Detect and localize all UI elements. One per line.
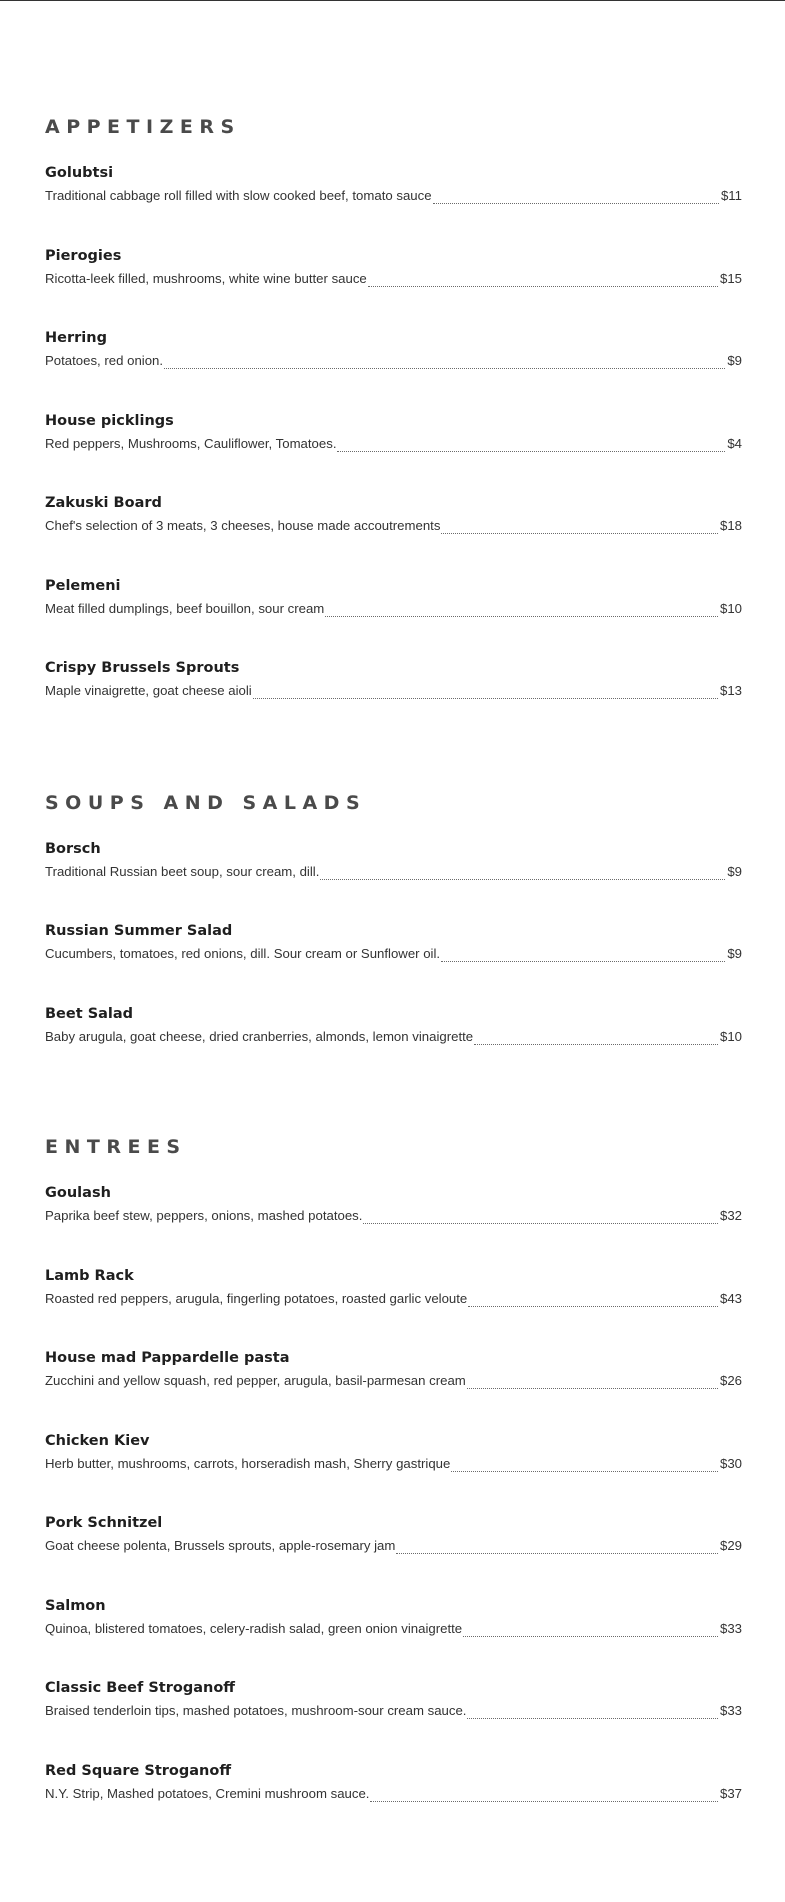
item-description: Baby arugula, goat cheese, dried cranberries, almonds, lemon vinaigrette (45, 1029, 474, 1044)
item-price: $32 (719, 1208, 742, 1223)
menu-item (45, 921, 742, 981)
item-description: Maple vinaigrette, goat cheese aioli (45, 683, 252, 698)
item-description: Meat filled dumplings, beef bouillon, sour cream (45, 601, 325, 616)
item-description: Traditional cabbage roll filled with slow cooked beef, tomato sauce (45, 188, 432, 203)
dotted-leader (433, 202, 719, 204)
section-title: SOUPS AND SALADS (45, 792, 367, 814)
menu-item (45, 839, 742, 899)
item-price: $10 (719, 601, 742, 616)
top-divider (0, 0, 785, 1)
item-line (45, 680, 742, 702)
item-price: $9 (727, 353, 742, 368)
menu-item (45, 411, 742, 471)
item-price: $15 (719, 271, 742, 286)
item-line (45, 1370, 742, 1392)
item-line (45, 943, 742, 965)
item-name: Classic Beef Stroganoff (45, 1680, 236, 1696)
menu-item (45, 1348, 742, 1408)
item-line (45, 1535, 742, 1557)
item-name: Lamb Rack (45, 1268, 134, 1284)
item-name: House mad Pappardelle pasta (45, 1350, 290, 1366)
item-name: Salmon (45, 1598, 106, 1614)
item-price: $11 (720, 188, 742, 203)
menu-item (45, 1266, 742, 1326)
item-price: $43 (719, 1291, 742, 1306)
menu-item (45, 493, 742, 553)
dotted-leader (441, 532, 718, 534)
item-name: Borsch (45, 841, 101, 857)
dotted-leader (164, 367, 725, 369)
item-price: $9 (727, 946, 742, 961)
dotted-leader (325, 615, 718, 617)
item-price: $33 (719, 1621, 742, 1636)
menu-item (45, 1004, 742, 1064)
item-line (45, 433, 742, 455)
dotted-leader (468, 1305, 718, 1307)
item-line (45, 350, 742, 372)
dotted-leader (320, 878, 725, 880)
item-name: Chicken Kiev (45, 1433, 150, 1449)
dotted-leader (368, 285, 718, 287)
menu-item (45, 163, 742, 223)
dotted-leader (467, 1717, 718, 1719)
menu-item (45, 1596, 742, 1656)
item-description: Herb butter, mushrooms, carrots, horseradish mash, Sherry gastrique (45, 1456, 451, 1471)
item-line (45, 598, 742, 620)
section-entrees (45, 1135, 742, 1801)
item-line (45, 1618, 742, 1640)
item-price: $29 (719, 1538, 742, 1553)
item-name: Pork Schnitzel (45, 1515, 163, 1531)
item-name: Pierogies (45, 248, 122, 264)
item-name: Pelemeni (45, 578, 121, 594)
section-title: ENTREES (45, 1136, 187, 1158)
menu-item (45, 1678, 742, 1738)
section-appetizers (45, 115, 742, 698)
item-name: Golubtsi (45, 165, 114, 181)
item-name: Goulash (45, 1185, 111, 1201)
dotted-leader (337, 450, 725, 452)
item-description: Chef's selection of 3 meats, 3 cheeses, house made accoutrements (45, 518, 441, 533)
item-description: Goat cheese polenta, Brussels sprouts, apple-rosemary jam (45, 1538, 396, 1553)
dotted-leader (467, 1387, 718, 1389)
item-line (45, 1700, 742, 1722)
menu-item (45, 1431, 742, 1491)
item-price: $4 (727, 436, 742, 451)
item-line (45, 1026, 742, 1048)
section-title: APPETIZERS (45, 116, 241, 138)
item-line (45, 515, 742, 537)
dotted-leader (370, 1800, 718, 1802)
item-price: $18 (719, 518, 742, 533)
dotted-leader (463, 1635, 718, 1637)
menu-item (45, 1513, 742, 1573)
item-line (45, 1205, 742, 1227)
item-price: $33 (719, 1703, 742, 1718)
item-name: House picklings (45, 413, 174, 429)
menu-item (45, 576, 742, 636)
item-price: $37 (719, 1786, 742, 1801)
item-line (45, 861, 742, 883)
item-price: $10 (719, 1029, 742, 1044)
item-description: Zucchini and yellow squash, red pepper, arugula, basil-parmesan cream (45, 1373, 466, 1388)
item-line (45, 1288, 742, 1310)
item-description: Roasted red peppers, arugula, fingerling potatoes, roasted garlic veloute (45, 1291, 468, 1306)
item-description: Traditional Russian beet soup, sour cream, dill. (45, 864, 320, 879)
item-description: Paprika beef stew, peppers, onions, mashed potatoes. (45, 1208, 363, 1223)
item-name: Red Square Stroganoff (45, 1763, 232, 1779)
item-description: N.Y. Strip, Mashed potatoes, Cremini mushroom sauce. (45, 1786, 370, 1801)
item-description: Ricotta-leek filled, mushrooms, white wine butter sauce (45, 271, 367, 286)
item-name: Beet Salad (45, 1006, 134, 1022)
dotted-leader (396, 1552, 718, 1554)
menu-item (45, 328, 742, 388)
item-price: $9 (727, 864, 742, 879)
menu-item (45, 658, 742, 718)
item-price: $30 (719, 1456, 742, 1471)
item-line (45, 185, 742, 207)
item-description: Red peppers, Mushrooms, Cauliflower, Tomatoes. (45, 436, 337, 451)
dotted-leader (253, 697, 718, 699)
item-line (45, 1453, 742, 1475)
item-line (45, 268, 742, 290)
item-description: Cucumbers, tomatoes, red onions, dill. Sour cream or Sunflower oil. (45, 946, 441, 961)
item-name: Herring (45, 330, 107, 346)
item-name: Zakuski Board (45, 495, 162, 511)
item-description: Quinoa, blistered tomatoes, celery-radish salad, green onion vinaigrette (45, 1621, 463, 1636)
dotted-leader (474, 1043, 718, 1045)
menu-item (45, 1183, 742, 1243)
item-name: Russian Summer Salad (45, 923, 233, 939)
section-soups-and-salads (45, 791, 742, 1044)
item-price: $13 (719, 683, 742, 698)
dotted-leader (441, 960, 725, 962)
dotted-leader (363, 1222, 718, 1224)
dotted-leader (451, 1470, 718, 1472)
item-name: Crispy Brussels Sprouts (45, 660, 240, 676)
item-line (45, 1783, 742, 1805)
item-description: Potatoes, red onion. (45, 353, 164, 368)
menu-item (45, 1761, 742, 1821)
item-description: Braised tenderloin tips, mashed potatoes, mushroom-sour cream sauce. (45, 1703, 467, 1718)
item-price: $26 (719, 1373, 742, 1388)
menu-item (45, 246, 742, 306)
